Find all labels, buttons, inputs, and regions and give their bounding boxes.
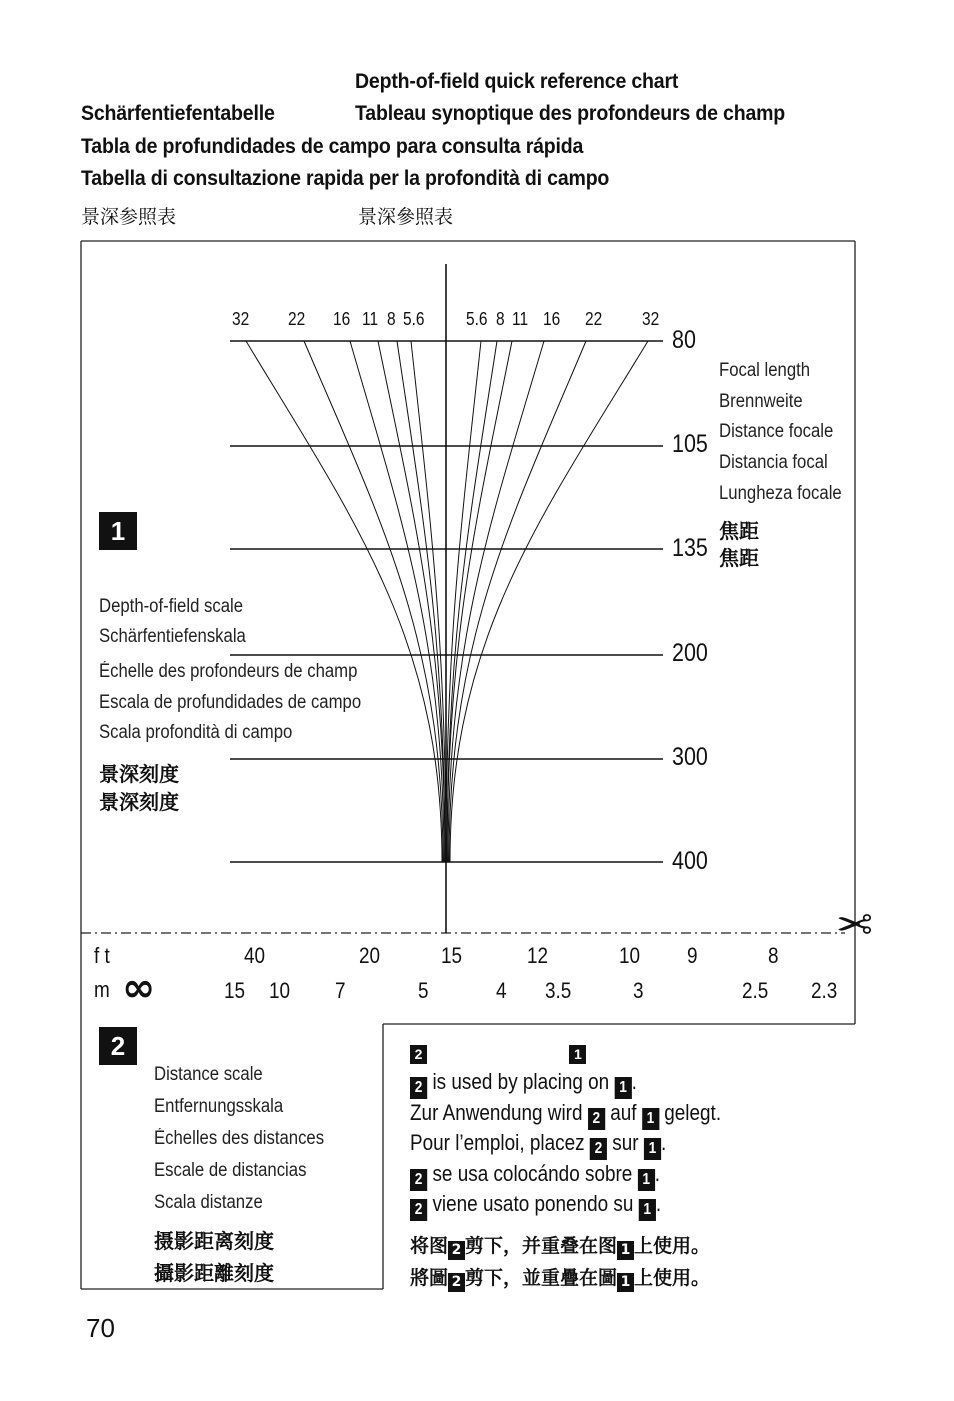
- instruction-en-text: is used by placing on: [432, 1069, 610, 1094]
- aperture-left-label: 32: [232, 309, 250, 329]
- dof-curve: [447, 341, 497, 862]
- focal-length-value: 400: [672, 847, 708, 875]
- header-zh-simplified: 景深参照表: [81, 206, 177, 228]
- focal-label-fr: Distance focale: [719, 421, 834, 442]
- instruction-zh-s-b: 剪下，并重叠在图: [465, 1235, 618, 1257]
- ft-scale-value: 12: [527, 943, 549, 968]
- ft-unit: f t: [94, 943, 110, 968]
- instruction-zh-s-c: 上使用。: [634, 1235, 711, 1257]
- dof-label-zh-t: 景深刻度: [99, 790, 179, 814]
- ft-scale-value: 8: [768, 943, 779, 968]
- instruction-de-mid: auf: [610, 1100, 637, 1125]
- m-scale-value: 10: [269, 978, 291, 1003]
- instruction-zh-t-c: 上使用。: [634, 1267, 711, 1289]
- instruction-de-text: Zur Anwendung wird: [410, 1100, 583, 1125]
- badge-2-inline: 2: [588, 1108, 605, 1130]
- focal-length-value: 200: [672, 639, 708, 667]
- badge-1-inline: 1: [644, 1138, 661, 1160]
- dof-label-de: Schärfentiefenskala: [99, 626, 246, 647]
- focal-label-it: Lungheza focale: [719, 483, 842, 504]
- aperture-right-label: 11: [512, 309, 529, 329]
- distance-label-it: Scala distanze: [154, 1192, 263, 1213]
- badge-1-inline: 1: [642, 1108, 659, 1130]
- header-it: Tabella di consultazione rapida per la profondità di campo: [81, 167, 610, 190]
- focal-label-zh-t: 焦距: [719, 546, 759, 570]
- aperture-right-label: 32: [642, 309, 660, 329]
- focal-label-en: Focal length: [719, 360, 811, 381]
- header-en: Depth-of-field quick reference chart: [355, 70, 679, 93]
- infinity-symbol: ∞: [122, 965, 156, 1011]
- aperture-left-label: 22: [288, 309, 306, 329]
- instruction-it: [410, 1191, 661, 1221]
- instruction-zh-t-b: 剪下，並重疊在圖: [465, 1267, 618, 1289]
- dof-label-en: Depth-of-field scale: [99, 596, 244, 617]
- instruction-zh-s: [410, 1231, 710, 1260]
- m-scale-value: 3.5: [545, 978, 572, 1003]
- dof-curve: [450, 341, 648, 862]
- badge-2-inline: 2: [410, 1077, 427, 1099]
- focal-length-value: 300: [672, 743, 708, 771]
- instruction-es-text: se usa colocándo sobre: [432, 1161, 633, 1186]
- instruction-it-text: viene usato ponendo su: [432, 1191, 634, 1216]
- instruction-zh-s-a: 将图: [410, 1235, 449, 1257]
- instruction-es: [410, 1161, 660, 1191]
- badge-1-inline: 1: [569, 1045, 586, 1064]
- badge-2-inline: 2: [410, 1169, 427, 1191]
- focal-length-value: 135: [672, 534, 708, 562]
- page-number: 70: [86, 1313, 115, 1343]
- badge-2-inline: 2: [448, 1273, 465, 1292]
- badge-1-inline: 1: [614, 1077, 631, 1099]
- dof-curve: [411, 341, 446, 862]
- instruction-de: [410, 1100, 721, 1130]
- distance-label-zh-t: 攝影距離刻度: [154, 1261, 274, 1285]
- focal-label-de: Brennweite: [719, 391, 803, 412]
- instruction-fr-text: Pour l’emploi, placez: [410, 1130, 585, 1155]
- badge-2-inline: 2: [410, 1199, 427, 1221]
- aperture-left-label: 16: [333, 309, 351, 329]
- aperture-right-label: 5.6: [466, 309, 488, 329]
- m-scale-value: 4: [496, 978, 507, 1003]
- instruction-it-end: .: [655, 1191, 662, 1216]
- focal-label-zh-s: 焦距: [719, 519, 759, 543]
- m-scale-value: 5: [418, 978, 429, 1003]
- dof-curve: [350, 341, 444, 862]
- instruction-fr: [410, 1130, 666, 1160]
- instruction-en-end: .: [631, 1069, 637, 1094]
- instruction-zh-t: [410, 1263, 710, 1292]
- dof-label-zh-s: 景深刻度: [99, 762, 179, 786]
- ft-scale-value: 20: [359, 943, 381, 968]
- header-fr: Tableau synoptique des profondeurs de champ: [355, 102, 786, 125]
- scissors-icon: ✂: [836, 900, 873, 951]
- m-scale-value: 2.3: [811, 978, 838, 1003]
- header-es: Tabla de profundidades de campo para consulta rápida: [81, 135, 584, 158]
- distance-label-de: Entfernungsskala: [154, 1096, 284, 1117]
- header-de: Schärfentiefentabelle: [81, 102, 275, 125]
- m-scale-value: 15: [224, 978, 246, 1003]
- focal-length-value: 105: [672, 430, 708, 458]
- dof-curve: [378, 341, 445, 862]
- dof-curve: [246, 341, 442, 862]
- dof-curve: [304, 341, 443, 862]
- instruction-zh-t-a: 將圖: [410, 1267, 449, 1289]
- badge-1-inline: 1: [638, 1169, 655, 1191]
- m-scale-value: 2.5: [742, 978, 769, 1003]
- aperture-right-label: 22: [585, 309, 603, 329]
- badge-2-inline: 2: [410, 1045, 427, 1064]
- ft-scale-value: 15: [441, 943, 463, 968]
- instruction-fr-mid: sur: [612, 1130, 639, 1155]
- badge-2-inline: 2: [448, 1241, 465, 1260]
- section-2-badge: 2: [99, 1027, 137, 1065]
- instruction-en: [410, 1069, 637, 1099]
- dof-curve: [447, 341, 512, 862]
- m-scale-value: 7: [335, 978, 346, 1003]
- ft-scale-value: 9: [687, 943, 698, 968]
- focal-label-es: Distancia focal: [719, 452, 828, 473]
- distance-label-zh-s: 摄影距离刻度: [154, 1229, 274, 1253]
- badge-2-inline: 2: [590, 1138, 607, 1160]
- distance-label-en: Distance scale: [154, 1064, 263, 1085]
- aperture-right-label: 8: [496, 309, 505, 329]
- instruction-es-end: .: [654, 1161, 661, 1186]
- distance-label-fr: Échelles des distances: [154, 1128, 325, 1149]
- badge-1-inline: 1: [617, 1241, 634, 1260]
- ft-scale-value: 40: [244, 943, 266, 968]
- instruction-top-badges: [410, 1044, 586, 1064]
- instruction-de-end: gelegt.: [664, 1100, 722, 1125]
- instruction-fr-end: .: [661, 1130, 667, 1155]
- ft-scale-value: 10: [619, 943, 641, 968]
- m-scale-value: 3: [633, 978, 644, 1003]
- section-1-badge: 1: [99, 512, 137, 550]
- dof-label-es: Escala de profundidades de campo: [99, 692, 362, 713]
- badge-1-inline: 1: [617, 1273, 634, 1292]
- dof-label-fr: Échelle des profondeurs de champ: [99, 661, 358, 682]
- dof-curve: [449, 341, 586, 862]
- aperture-left-label: 11: [362, 309, 379, 329]
- header-zh-traditional: 景深參照表: [358, 206, 454, 228]
- aperture-right-label: 16: [543, 309, 561, 329]
- distance-label-es: Escale de distancias: [154, 1160, 307, 1181]
- dof-label-it: Scala profondità di campo: [99, 722, 293, 743]
- focal-length-value: 80: [672, 326, 696, 354]
- aperture-left-label: 8: [387, 309, 396, 329]
- m-unit: m: [94, 977, 110, 1002]
- badge-1-inline: 1: [639, 1199, 656, 1221]
- aperture-left-label: 5.6: [403, 309, 425, 329]
